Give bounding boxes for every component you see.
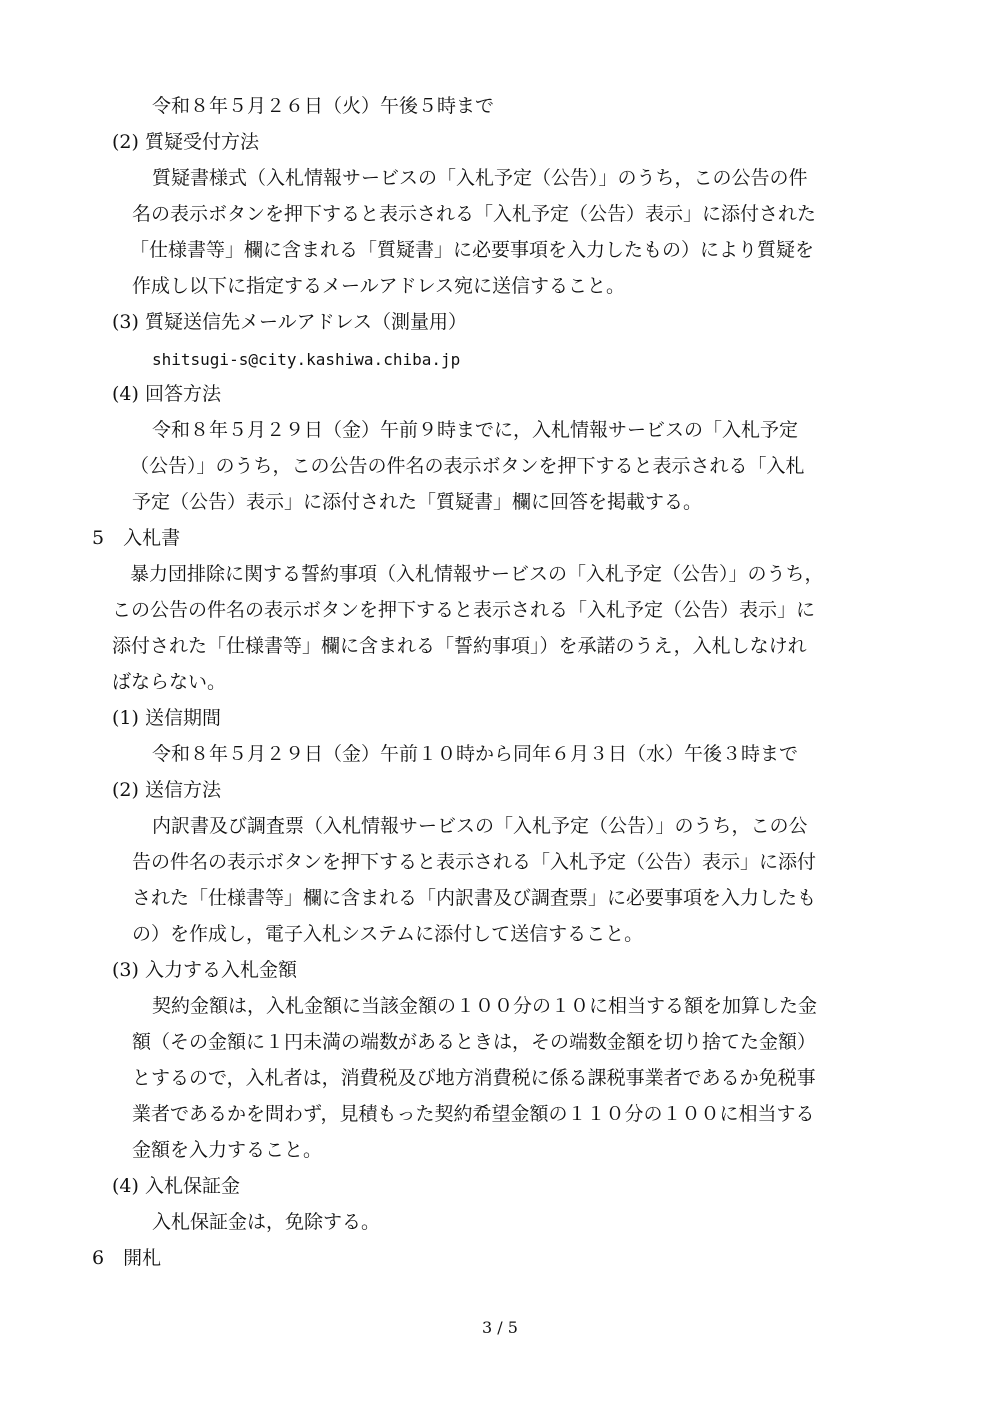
text-line: ばならない。 (112, 671, 227, 693)
email-address: shitsugi-s@city.kashiwa.chiba.jp (152, 350, 461, 369)
subsection-heading: (3) 入力する入札金額 (112, 959, 297, 981)
text-line: 告の件名の表示ボタンを押下すると表示される「入札予定（公告）表示」に添付 (132, 851, 817, 873)
text-line: 業者であるかを問わず，見積もった契約希望金額の１１０分の１００に相当する (132, 1103, 815, 1125)
text-line: 名の表示ボタンを押下すると表示される「入札予定（公告）表示」に添付された (132, 203, 817, 225)
text-line: 添付された「仕様書等」欄に含まれる「誓約事項」）を承諾のうえ，入札しなけれ (112, 635, 807, 657)
text-line: された「仕様書等」欄に含まれる「内訳書及び調査票」に必要事項を入力したも (132, 887, 817, 909)
text-line: 予定（公告）表示」に添付された「質疑書」欄に回答を掲載する。 (132, 491, 703, 513)
subsection-heading: (3) 質疑送信先メールアドレス（測量用） (112, 311, 468, 333)
text-line: 令和８年５月２６日（火）午後５時まで (152, 95, 495, 117)
text-line: とするので，入札者は，消費税及び地方消費税に係る課税事業者であるか免税事 (132, 1067, 816, 1089)
text-line: 作成し以下に指定するメールアドレス宛に送信すること。 (132, 275, 626, 297)
subsection-heading: (4) 回答方法 (112, 383, 221, 405)
text-line: 令和８年５月２９日（金）午前９時までに，入札情報サービスの「入札予定 (152, 419, 799, 441)
subsection-heading: (1) 送信期間 (112, 707, 221, 729)
text-line: 「仕様書等」欄に含まれる「質疑書」に必要事項を入力したもの）により質疑を (130, 239, 815, 261)
text-line: （公告）」のうち，この公告の件名の表示ボタンを押下すると表示される「入札 (130, 455, 805, 477)
section-heading: 6 開札 (92, 1247, 162, 1269)
text-line: 内訳書及び調査票（入札情報サービスの「入札予定（公告）」のうち，この公 (152, 815, 808, 837)
text-line: 金額を入力すること。 (132, 1139, 323, 1161)
text-line: 質疑書様式（入札情報サービスの「入札予定（公告）」のうち，この公告の件 (152, 167, 808, 189)
text-line: の）を作成し，電子入札システムに添付して送信すること。 (132, 923, 644, 945)
text-line: 契約金額は，入札金額に当該金額の１００分の１０に相当する額を加算した金 (152, 995, 818, 1017)
subsection-heading: (2) 質疑受付方法 (112, 131, 259, 153)
page-number: 3 / 5 (482, 1318, 518, 1337)
text-line: 令和８年５月２９日（金）午前１０時から同年６月３日（水）午後３時まで (152, 743, 799, 765)
text-line: 暴力団排除に関する誓約事項（入札情報サービスの「入札予定（公告）」のうち， (130, 563, 824, 585)
text-line: 入札保証金は，免除する。 (152, 1211, 381, 1233)
text-line: 額（その金額に１円未満の端数があるときは，その端数金額を切り捨てた金額） (132, 1031, 817, 1053)
subsection-heading: (4) 入札保証金 (112, 1175, 240, 1197)
section-heading: 5 入札書 (92, 527, 181, 549)
text-line: この公告の件名の表示ボタンを押下すると表示される「入札予定（公告）表示」に (112, 599, 816, 621)
subsection-heading: (2) 送信方法 (112, 779, 221, 801)
